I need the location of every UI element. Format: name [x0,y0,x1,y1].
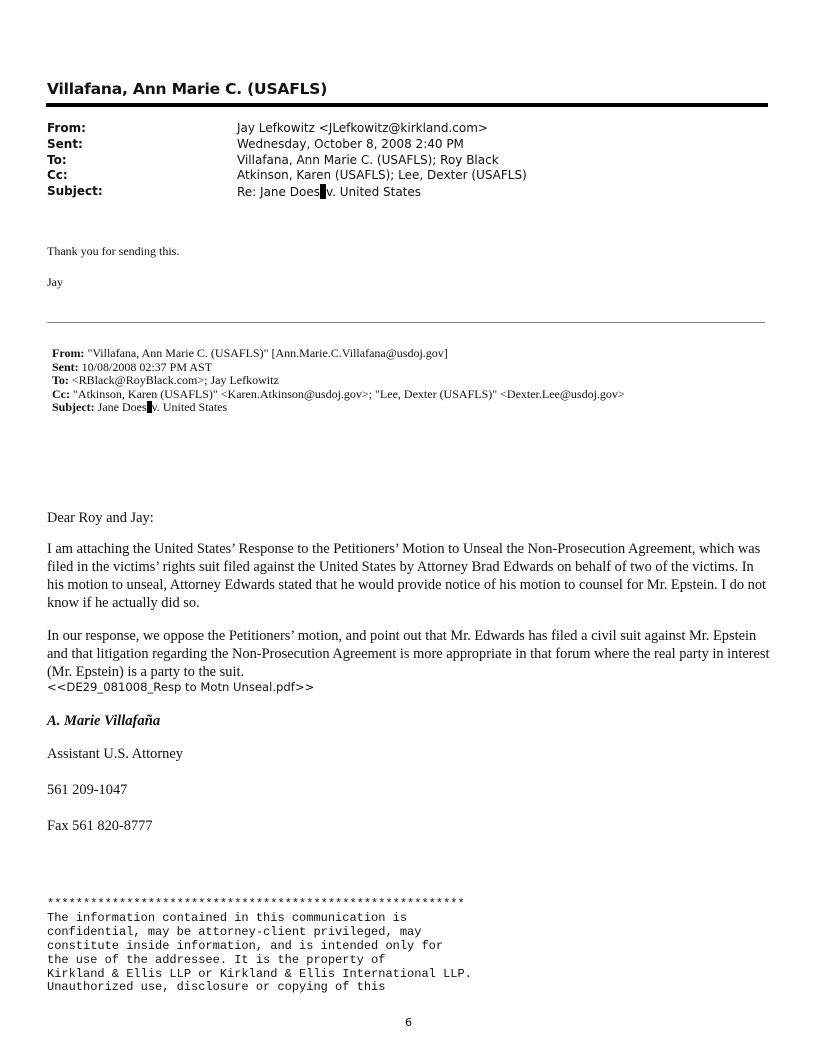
header-from-value: Jay Lefkowitz <JLefkowitz@kirkland.com> [237,121,488,135]
header-subject-text-b: v. United States [325,185,422,199]
original-to-value: <RBlack@RoyBlack.com>; Jay Lefkowitz [71,373,279,387]
original-subject-text-a: Jane Does [97,400,147,414]
original-from-value: "Villafana, Ann Marie C. (USAFLS)" [Ann.Marie.C.Villafana@usdoj.gov] [87,346,448,360]
original-message-header [52,347,625,415]
message-divider [47,322,765,323]
title-rule [46,103,768,107]
original-cc-label: Cc: [52,386,70,401]
original-sent-row [52,361,625,375]
original-from-row [52,347,625,361]
sender-title: Villafana, Ann Marie C. (USAFLS) [47,80,328,98]
signature-title: Assistant U.S. Attorney [47,746,183,762]
reply-signature: Jay [47,275,63,289]
original-subject-label: Subject: [52,400,95,414]
original-from-label: From: [52,346,85,360]
original-sent-label: Sent: [52,359,79,374]
original-cc-row [52,388,625,402]
confidentiality-disclaimer: ********************************************************** The information contained in this communication is confidential, may be attorney-client privileged, may constitute inside information, and is intended only for the use of the addressee. It is the property of Kirkland & Ellis LLP or Kirkland & Ellis International LLP. Unauthorized use, disclosure or copying of this [47,897,472,995]
original-cc-value: "Atkinson, Karen (USAFLS)" <Karen.Atkinson@usdoj.gov>; "Lee, Dexter (USAFLS)" <Dexter.Lee@usdoj.gov> [73,386,625,401]
header-subject-value [237,184,421,200]
header-to-value: Villafana, Ann Marie C. (USAFLS); Roy Black [237,153,499,167]
header-cc-label: Cc: [47,168,68,182]
original-subject-text-b: v. United States [151,400,228,414]
header-to-label: To: [47,153,67,167]
header-sent-value: Wednesday, October 8, 2008 2:40 PM [237,137,464,151]
original-to-row [52,374,625,388]
original-sent-value: 10/08/2008 02:37 PM AST [81,359,213,374]
header-cc-value: Atkinson, Karen (USAFLS); Lee, Dexter (USAFLS) [237,168,527,182]
header-subject-text-a: Re: Jane Does [237,185,320,199]
original-subject-row [52,401,625,415]
header-sent-label: Sent: [47,137,83,151]
signature-phone: 561 209-1047 [47,782,128,798]
signature-fax: Fax 561 820-8777 [47,818,153,834]
body-paragraph-2: In our response, we oppose the Petitioners’ motion, and point out that Mr. Edwards has filed a civil suit against Mr. Epstein and that litigation regarding the Non-Prosecution Agreement is more appropriate in that forum where the real party in interest (Mr. Epstein) is a party to the suit. [47,628,770,680]
signature-name: A. Marie Villafaña [47,713,161,729]
attachment-link[interactable]: <<DE29_081008_Resp to Motn Unseal.pdf>> [47,680,315,694]
header-from-label: From: [47,121,86,135]
page-number: 6 [405,1016,412,1029]
header-subject-label: Subject: [47,184,103,198]
body-paragraph-1: I am attaching the United States’ Response to the Petitioners’ Motion to Unseal the Non-Prosecution Agreement, which was filed in the victims’ rights suit filed against the United States by Attorney Brad Edwards on behalf of two of the victims. In his motion to unseal, Attorney Edwards stated that he would provide notice of his motion to counsel for Mr. Epstein. I do not know if he actually did so. [47,541,767,611]
body-salutation: Dear Roy and Jay: [47,510,154,526]
original-to-label: To: [52,373,69,387]
reply-text: Thank you for sending this. [47,244,180,258]
